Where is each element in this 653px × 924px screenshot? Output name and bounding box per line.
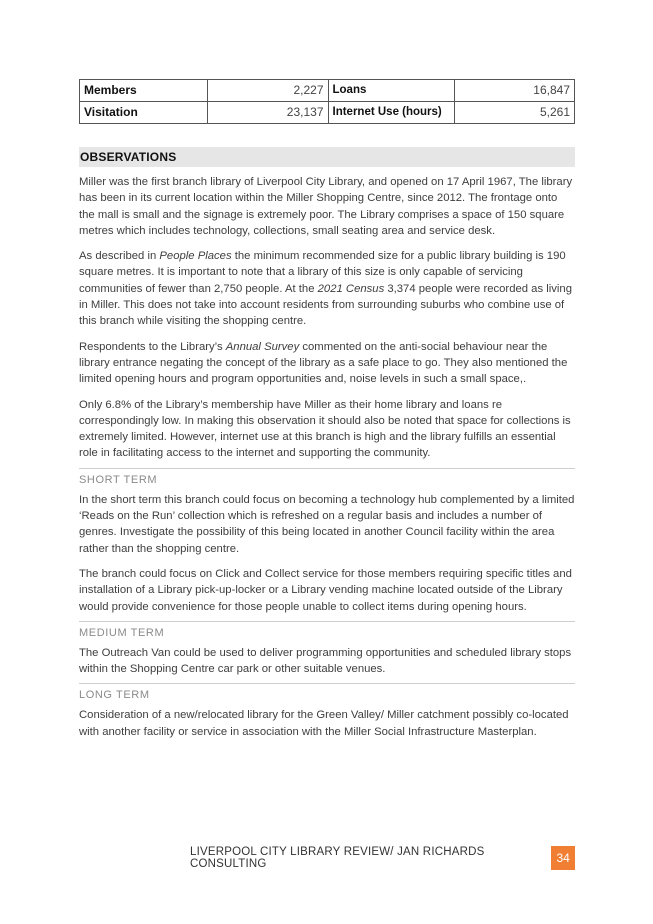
text-run: commented on the anti-social behaviour near the library entrance negating the concept of the library as a safe place to go. They also mentioned the limited opening hours and program opportunities and, noise levels in such a small space,. — [79, 340, 568, 386]
internet-use-label: Internet Use (hours) — [328, 102, 454, 124]
census-title: 2021 Census — [317, 282, 385, 295]
text-run: Respondents to the Library’s — [79, 340, 226, 353]
medium-term-paragraph: The Outreach Van could be used to deliver programming opportunities and scheduled library stops within the Shopping Centre car park or other suitable venues. — [79, 646, 572, 676]
short-term-paragraph: The branch could focus on Click and Collect service for those members requiring specific titles and installation of a Library pick-up-locker or a Library vending machine located outside of the Library would provide convenience for those people unable to collect items during opening hours. — [79, 567, 572, 613]
long-term-heading: LONG TERM — [79, 683, 575, 703]
stats-table — [79, 79, 575, 124]
visitation-value: 23,137 — [208, 102, 328, 124]
internet-use-value: 5,261 — [454, 102, 574, 124]
short-term-heading: SHORT TERM — [79, 468, 575, 488]
annual-survey-title: Annual Survey — [225, 340, 300, 353]
members-value: 2,227 — [208, 80, 328, 102]
table-row — [80, 102, 575, 124]
observations-paragraph: Only 6.8% of the Library’s membership have Miller as their home library and loans re correspondingly low. In making this observation it should also be noted that space for collections is extremely limited. However, internet use at this branch is high and the library fulfills an essential role in facilitating access to the internet and supporting the community. — [79, 398, 571, 460]
observations-paragraph: Miller was the first branch library of Liverpool City Library, and opened on 17 April 1967, The library has been in its current location within the Miller Shopping Centre, since 2012. The frontage onto the mall is small and the signage is extremely poor. The Library comprises a space of 150 square metres which includes technology, collections, small seating area and service desk. — [79, 176, 573, 237]
members-label: Members — [80, 80, 208, 102]
text-run: the minimum recommended size for a public library building is 190 square metres. It is important to note that a library of this size is only capable of servicing communities of fewer than 2,750 people. At the — [79, 250, 566, 295]
footer-text: LIVERPOOL CITY LIBRARY REVIEW/ JAN RICHARDS CONSULTING — [190, 846, 485, 870]
loans-label: Loans — [328, 80, 454, 102]
long-term-paragraph: Consideration of a new/relocated library for the Green Valley/ Miller catchment possibly co-located with another facility or service in association with the Miller Social Infrastructure Masterplan. — [79, 709, 569, 738]
visitation-label: Visitation — [80, 102, 208, 124]
observations-paragraph — [79, 248, 575, 329]
text-run: 3,374 people were recorded as living in Miller. This does not take into account residents from surrounding suburbs who combine use of this branch while visiting the shopping centre. — [79, 282, 572, 328]
text-run: As described in — [79, 250, 160, 263]
short-term-paragraph: In the short term this branch could focus on becoming a technology hub complemented by a limited ‘Reads on the Run’ collection which is refreshed on a regular basis and includes a number of genres. Investigate the possibility of this being located in another Council facility within the area rather than the shopping centre. — [79, 493, 575, 555]
table-row — [80, 80, 575, 102]
page-footer — [190, 846, 575, 870]
medium-term-heading: MEDIUM TERM — [79, 621, 575, 641]
observations-heading: OBSERVATIONS — [79, 147, 575, 167]
loans-value: 16,847 — [454, 80, 574, 102]
page-number: 34 — [551, 846, 575, 870]
observations-paragraph — [79, 339, 575, 388]
page-content — [79, 79, 575, 740]
people-places-title: People Places — [159, 250, 232, 263]
